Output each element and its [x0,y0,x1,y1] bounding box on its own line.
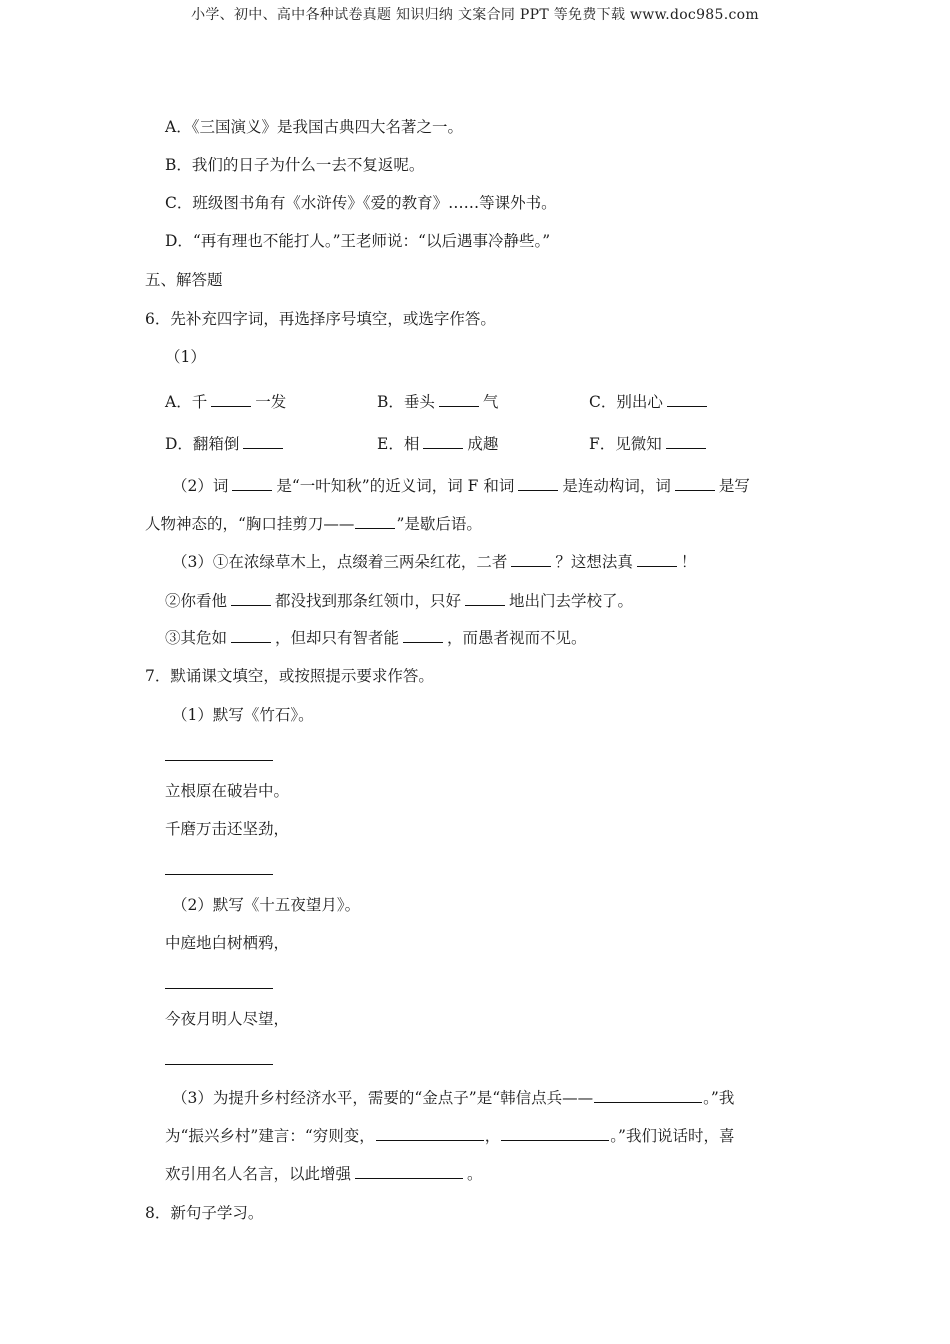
blank[interactable] [231,590,271,606]
q7-part3-line1: （3）为提升乡村经济水平，需要的“金点子”是“韩信点兵—— 。”我 [172,1089,735,1107]
answer-line[interactable] [165,760,273,761]
q6-item-d: D．翻箱倒 [165,433,287,454]
blank[interactable] [355,1163,463,1179]
q7-part3-line2: 为“振兴乡村”建言：“穷则变， ， 。”我们说话时，喜 [165,1127,735,1145]
q5-option-a: A．《三国演义》是我国古典四大名著之一。 [165,118,463,136]
blank[interactable] [232,475,272,491]
q6-item-c: C．别出心 [589,391,711,412]
blank[interactable] [666,433,706,449]
q7-part1-line3: 千磨万击还坚劲， [165,820,290,838]
blank[interactable] [423,433,463,449]
blank[interactable] [511,551,551,567]
blank[interactable] [439,391,479,407]
q7-part1-label: （1）默写《竹石》。 [172,706,314,724]
q7-part1-line2: 立根原在破岩中。 [165,782,290,800]
answer-line[interactable] [165,988,273,989]
answer-line[interactable] [165,874,273,875]
q8-stem: 8．新句子学习。 [145,1204,264,1222]
blank[interactable] [211,391,251,407]
blank[interactable] [637,551,677,567]
q6-item-a: A．千 一发 [165,393,287,411]
q6-part2-line2: 人物神态的，“胸口挂剪刀—— ”是歇后语。 [145,515,482,533]
q7-part3-line3: 欢引用名人名言，以此增强 。 [165,1165,483,1183]
q6-item-f: F．见微知 [589,433,710,454]
blank[interactable] [376,1125,484,1141]
blank[interactable] [501,1125,609,1141]
section-title: 五、解答题 [145,271,223,289]
q7-part2-line3: 今夜月明人尽望， [165,1010,290,1028]
q6-item-b: B．垂头 气 [377,393,499,411]
q6-part3-line2: ②你看他 都没找到那条红领巾，只好 地出门去学校了。 [165,592,634,610]
q6-item-e: E．相 成趣 [377,435,499,453]
q7-part2-line1: 中庭地白树栖鸦， [165,934,290,952]
blank[interactable] [231,627,271,643]
q6-stem: 6．先补充四字词，再选择序号填空，或选字作答。 [145,310,496,328]
q5-option-b: B．我们的日子为什么一去不复返呢。 [165,156,425,174]
q7-stem: 7．默诵课文填空，或按照提示要求作答。 [145,667,434,685]
q6-part2-line1: （2）词 是“一叶知秋”的近义词，词 F 和词 是连动构词，词 是写 [172,477,750,495]
blank[interactable] [667,391,707,407]
q7-part2-label: （2）默写《十五夜望月》。 [172,896,361,914]
answer-line[interactable] [165,1064,273,1065]
q6-part1-label: （1） [165,348,206,366]
q6-part3-line1: （3）①在浓绿草木上，点缀着三两朵红花，二者 ？这想法真 ！ [172,553,697,571]
page-header: 小学、初中、高中各种试卷真题 知识归纳 文案合同 PPT 等免费下载 www.doc985.com [191,7,759,23]
blank[interactable] [465,590,505,606]
q5-option-d: D．“再有理也不能打人。”王老师说：“以后遇事冷静些。” [165,232,551,250]
blank[interactable] [243,433,283,449]
blank[interactable] [518,475,558,491]
blank[interactable] [403,627,443,643]
blank[interactable] [594,1087,702,1103]
q5-option-c: C．班级图书角有《水浒传》《爱的教育》……等课外书。 [165,194,557,212]
blank[interactable] [355,513,395,529]
blank[interactable] [675,475,715,491]
q6-part3-line3: ③其危如 ，但却只有智者能 ，而愚者视而不见。 [165,629,587,647]
